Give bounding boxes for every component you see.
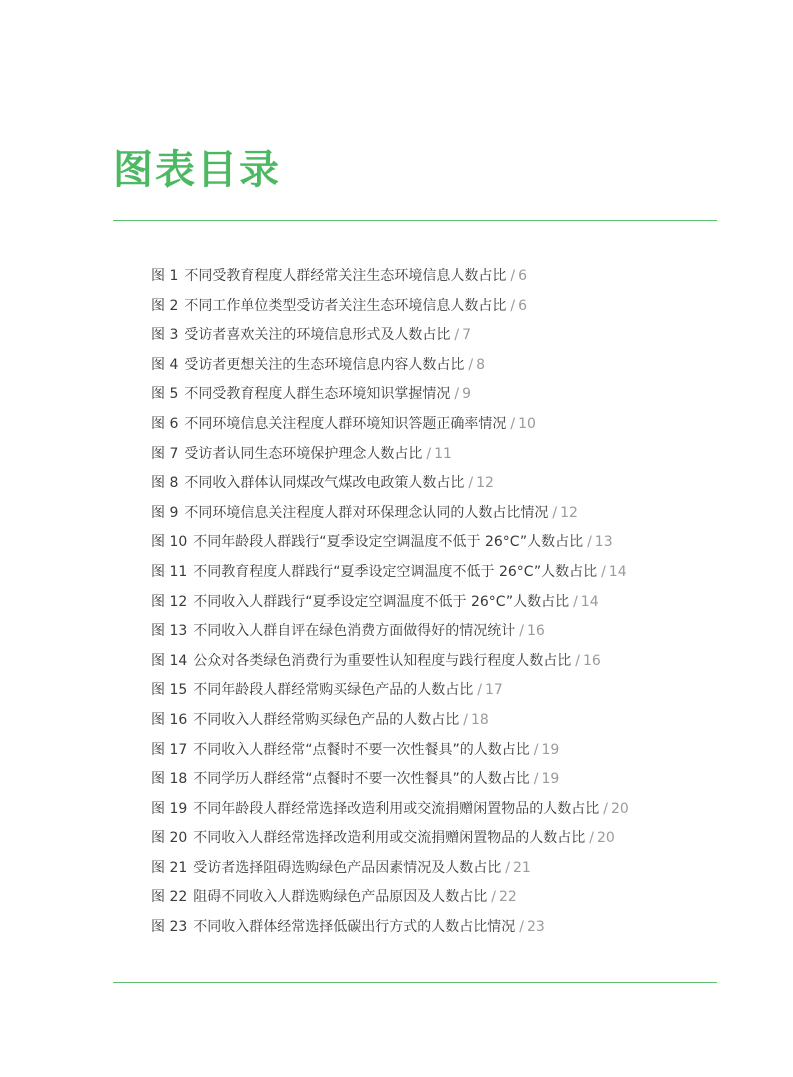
- list-item[interactable]: [151, 647, 731, 677]
- figure-caption: 阻碍不同收入人群选购绿色产品原因及人数占比: [193, 889, 488, 906]
- figure-number: 图 10: [151, 534, 188, 551]
- figure-caption: 不同收入人群经常“点餐时不要一次性餐具”的人数占比: [193, 741, 530, 758]
- page-separator: /: [477, 682, 482, 699]
- page-separator: /: [491, 889, 496, 906]
- figure-caption: 不同收入人群践行“夏季设定空调温度不低于 26°C”人数占比: [193, 593, 570, 610]
- figure-number: 图 15: [151, 682, 188, 699]
- page-number: 21: [512, 859, 531, 876]
- figure-number: 图 23: [151, 919, 188, 936]
- figure-caption: 不同年龄段人群经常购买绿色产品的人数占比: [193, 682, 474, 699]
- figure-number: 图 2: [151, 297, 179, 314]
- page-number: 12: [476, 475, 494, 492]
- list-item[interactable]: [151, 410, 731, 440]
- list-item[interactable]: [151, 528, 731, 558]
- page-number: 20: [596, 830, 615, 847]
- page-number: 12: [560, 504, 578, 521]
- figure-caption: 不同教育程度人群践行“夏季设定空调温度不低于 26°C”人数占比: [193, 563, 598, 580]
- page-number: 14: [580, 593, 599, 610]
- figure-caption: 不同收入群体经常选择低碳出行方式的人数占比情况: [193, 919, 516, 936]
- figure-caption: 不同年龄段人群践行“夏季设定空调温度不低于 26°C”人数占比: [193, 534, 584, 551]
- figure-caption: 不同年龄段人群经常选择改造利用或交流捐赠闲置物品的人数占比: [193, 800, 600, 817]
- figure-number: 图 6: [151, 415, 179, 432]
- page-separator: /: [589, 830, 594, 847]
- list-item[interactable]: [151, 262, 731, 292]
- page-separator: /: [468, 475, 474, 492]
- page-separator: /: [463, 711, 468, 728]
- figure-number: 图 3: [151, 327, 179, 344]
- figure-caption: 不同收入人群经常选择改造利用或交流捐赠闲置物品的人数占比: [193, 830, 586, 847]
- list-item[interactable]: [151, 795, 731, 825]
- page-separator: /: [454, 386, 460, 403]
- figure-caption: 不同受教育程度人群经常关注生态环境信息人数占比: [184, 268, 507, 284]
- list-item[interactable]: [151, 558, 731, 588]
- list-item[interactable]: [151, 351, 731, 381]
- page-separator: /: [510, 297, 516, 314]
- figure-caption: 受访者更想关注的生态环境信息内容人数占比: [184, 356, 465, 373]
- figure-caption: 不同工作单位类型受访者关注生态环境信息人数占比: [184, 297, 507, 314]
- bottom-divider: [113, 982, 717, 983]
- figure-number: 图 21: [151, 859, 188, 876]
- list-item[interactable]: [151, 380, 731, 410]
- page-separator: /: [510, 415, 516, 432]
- figure-number: 图 5: [151, 386, 179, 403]
- figure-number: 图 9: [151, 504, 179, 521]
- page-separator: /: [426, 445, 432, 462]
- page-separator: /: [505, 859, 510, 876]
- figure-caption: 不同环境信息关注程度人群环境知识答题正确率情况: [184, 415, 507, 432]
- page-number: 6: [518, 297, 527, 314]
- figure-caption: 受访者认同生态环境保护理念人数占比: [184, 445, 423, 462]
- page-title: 图表目录: [113, 147, 281, 193]
- list-item[interactable]: [151, 736, 731, 766]
- list-item[interactable]: [151, 676, 731, 706]
- page-number: 8: [476, 356, 485, 373]
- top-divider: [113, 220, 717, 221]
- page-number: 11: [434, 445, 452, 462]
- figure-number: 图 16: [151, 711, 188, 728]
- list-item[interactable]: [151, 765, 731, 795]
- figure-number: 图 11: [151, 563, 188, 580]
- page-separator: /: [575, 652, 580, 669]
- figure-number: 图 19: [151, 800, 188, 817]
- figure-list: [151, 262, 731, 943]
- figure-number: 图 1: [151, 268, 179, 284]
- figure-number: 图 7: [151, 445, 179, 462]
- list-item[interactable]: [151, 469, 731, 499]
- page-separator: /: [587, 534, 592, 551]
- figure-number: 图 12: [151, 593, 188, 610]
- page-number: 22: [498, 889, 517, 906]
- page-separator: /: [552, 504, 558, 521]
- list-item[interactable]: [151, 883, 731, 913]
- list-item[interactable]: [151, 706, 731, 736]
- page-number: 10: [518, 415, 536, 432]
- page-number: 18: [470, 711, 489, 728]
- figure-number: 图 17: [151, 741, 188, 758]
- figure-number: 图 18: [151, 771, 188, 788]
- figure-caption: 受访者选择阻碍选购绿色产品因素情况及人数占比: [193, 859, 502, 876]
- page-number: 16: [526, 623, 545, 640]
- page-number: 7: [462, 327, 471, 344]
- figure-caption: 公众对各类绿色消费行为重要性认知程度与践行程度人数占比: [193, 652, 572, 669]
- page-number: 17: [484, 682, 503, 699]
- figure-number: 图 4: [151, 356, 179, 373]
- figure-caption: 不同收入群体认同煤改气煤改电政策人数占比: [184, 475, 465, 492]
- list-item[interactable]: [151, 824, 731, 854]
- page-separator: /: [519, 919, 524, 936]
- page-number: 19: [541, 771, 560, 788]
- page-separator: /: [601, 563, 606, 580]
- page-number: 13: [594, 534, 613, 551]
- figure-caption: 不同收入人群经常购买绿色产品的人数占比: [193, 711, 460, 728]
- figure-number: 图 8: [151, 475, 179, 492]
- page-separator: /: [510, 268, 516, 284]
- page-number: 20: [610, 800, 629, 817]
- page-number: 14: [608, 563, 627, 580]
- figure-number: 图 22: [151, 889, 188, 906]
- page-separator: /: [573, 593, 578, 610]
- list-item[interactable]: [151, 321, 731, 351]
- page-separator: /: [533, 741, 539, 758]
- page-number: 19: [541, 741, 560, 758]
- page-separator: /: [533, 771, 539, 788]
- figure-caption: 不同受教育程度人群生态环境知识掌握情况: [184, 386, 451, 403]
- list-item[interactable]: [151, 913, 731, 943]
- list-item[interactable]: [151, 617, 731, 647]
- page-number: 16: [582, 652, 601, 669]
- figure-caption: 受访者喜欢关注的环境信息形式及人数占比: [184, 327, 451, 344]
- figure-caption: 不同学历人群经常“点餐时不要一次性餐具”的人数占比: [193, 771, 530, 788]
- figure-caption: 不同环境信息关注程度人群对环保理念认同的人数占比情况: [184, 504, 549, 521]
- page-separator: /: [468, 356, 474, 373]
- list-item[interactable]: [151, 292, 731, 322]
- figure-number: 图 20: [151, 830, 188, 847]
- list-item[interactable]: [151, 499, 731, 529]
- list-item[interactable]: [151, 440, 731, 470]
- page-number: 6: [518, 268, 527, 284]
- figure-number: 图 14: [151, 652, 188, 669]
- page-number: 23: [526, 919, 545, 936]
- list-item[interactable]: [151, 588, 731, 618]
- figure-caption: 不同收入人群自评在绿色消费方面做得好的情况统计: [193, 623, 516, 640]
- figure-number: 图 13: [151, 623, 188, 640]
- page-separator: /: [519, 623, 524, 640]
- page-number: 9: [462, 386, 471, 403]
- page-separator: /: [454, 327, 460, 344]
- list-item[interactable]: [151, 854, 731, 884]
- page-separator: /: [603, 800, 608, 817]
